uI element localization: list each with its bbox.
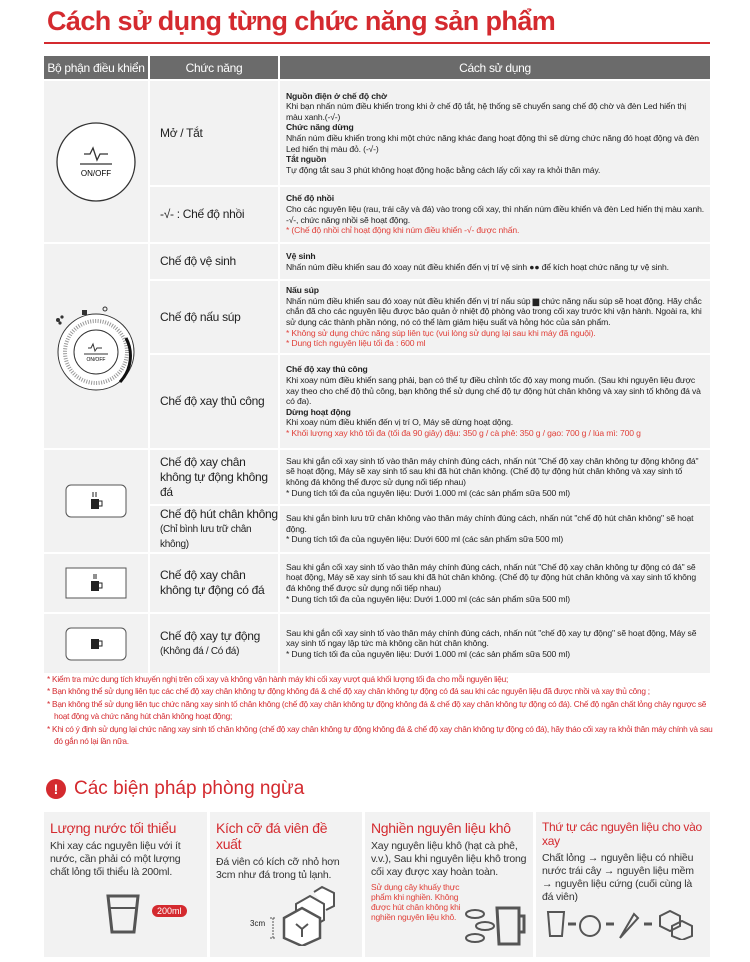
function-label xyxy=(160,568,278,598)
function-label xyxy=(160,310,241,325)
card-warning: Sử dụng cây khuấy thực phẩm khi nghiền. Không được hút chân không khi nghiền nguyên liệu khô. xyxy=(371,882,461,922)
function-name: Chế độ vệ sinh xyxy=(160,254,236,268)
usage-heading: Nấu súp xyxy=(286,285,319,296)
vacuum-no-ice-button[interactable] xyxy=(44,450,148,552)
precautions-heading xyxy=(46,778,304,800)
note-item: * Bạn không thể sử dụng liên tục các chế độ xay chân không tự động không đá & chế độ xay chân không tự động có đá sau khi các nguyên liệu đã được nhồi và xay thủ công ; xyxy=(47,686,650,697)
precautions-title: Các biện pháp phòng ngừa xyxy=(74,778,305,799)
usage-heading: Chế độ nhồi xyxy=(286,193,334,204)
mug-icon xyxy=(65,627,127,661)
usage-cell xyxy=(280,614,710,673)
usage-text: * Dung tích tối đa của nguyên liệu: Dưới 600 ml (các sản phẩm sữa 500 ml) xyxy=(286,534,564,545)
function-cell xyxy=(150,187,278,242)
card-title: Lượng nước tối thiểu xyxy=(50,820,177,836)
function-cell xyxy=(150,450,278,504)
usage-warning: * Dung tích nguyên liệu tối đa : 600 ml xyxy=(286,338,426,349)
rotary-dial xyxy=(44,244,148,448)
function-name: -√- : Chế độ nhồi xyxy=(160,207,245,221)
function-name: Mở / Tắt xyxy=(160,125,203,140)
usage-cell xyxy=(280,187,710,242)
page-title: Cách sử dụng từng chức năng sản phẩm xyxy=(47,6,556,36)
card-title: Thứ tự các nguyên liệu cho vào xay xyxy=(542,820,702,848)
usage-cell xyxy=(280,355,710,448)
usage-warning: * (Chế độ nhồi chỉ hoạt động khi núm điều khiển -√- được nhấn. xyxy=(286,225,520,236)
card-title: Nghiền nguyên liệu khô xyxy=(371,820,511,836)
function-cell xyxy=(150,81,278,185)
svg-text:ON/OFF: ON/OFF xyxy=(86,357,106,363)
card-ingredient-order xyxy=(536,812,710,957)
glass-icon xyxy=(106,894,140,934)
header-function: Chức năng xyxy=(150,56,278,79)
usage-heading: Vệ sinh xyxy=(286,250,316,261)
function-name: Chế độ hút chân không xyxy=(160,506,278,521)
function-name: Chế độ nấu súp xyxy=(160,309,241,324)
mug-ice-icon xyxy=(65,567,127,599)
auto-blend-button[interactable] xyxy=(44,614,148,673)
function-name: Chế độ xay thủ công xyxy=(160,394,265,408)
usage-text: * Dung tích tối đa của nguyên liệu: Dưới 1.000 ml (các sản phẩm sữa 500 ml) xyxy=(286,487,570,498)
usage-heading: Chức năng dừng xyxy=(286,122,354,133)
card-title: Kích cỡ đá viên đề xuất xyxy=(216,820,328,852)
usage-heading: Chế độ xay thủ công xyxy=(286,364,368,375)
function-cell xyxy=(150,506,278,552)
card-text: Xay nguyên liệu khô (hạt cà phê, v.v.), Sau khi nguyên liệu khô trong cối xay được xay hoàn toàn. xyxy=(371,840,527,878)
card-text: Khi xay các nguyên liệu với ít nước, cần phải có một lượng chất lỏng tối thiểu là 200ml. xyxy=(50,840,181,878)
precaution-cards xyxy=(44,812,710,957)
onoff-knob xyxy=(44,81,148,242)
exclamation-icon: ! xyxy=(46,779,66,799)
function-cell xyxy=(150,281,278,353)
function-cell xyxy=(150,355,278,448)
usage-heading: Dừng hoạt động xyxy=(286,406,351,417)
usage-text: * Dung tích tối đa của nguyên liệu: Dưới 1.000 ml (các sản phẩm sữa 500 ml) xyxy=(286,648,570,659)
function-name: Chế độ xay chân không tự động có đá xyxy=(160,568,265,597)
function-label xyxy=(160,126,203,141)
dimension-label: 3cm xyxy=(250,919,266,928)
usage-text: Khi bạn nhấn núm điều khiển trong khi ở chế độ tắt, hệ thống sẽ chuyển sang chế độ chờ và đèn Led hiển thị màu xanh.(-√-) xyxy=(286,101,687,122)
usage-heading: Nguồn điện ở chế độ chờ xyxy=(286,90,387,101)
card-ice-size xyxy=(210,812,362,957)
usage-text: Sau khi gắn cối xay sinh tố vào thân máy chính đúng cách, nhấn nút "Chế độ xay chân không tự động không đá" sẽ hoạt động, Máy sẽ xay sinh tố sau khi đã hút chân không. (Chế độ tự động hút chân không và xay sinh tố không đá không thể được sử dụng nối tiếp nhau) xyxy=(286,455,699,487)
function-label xyxy=(160,455,278,500)
ingredient-order-icon xyxy=(546,908,702,940)
onoff-button-icon xyxy=(54,120,138,204)
card-dry-grinding xyxy=(365,812,533,957)
function-cell xyxy=(150,554,278,612)
rotary-dial-icon xyxy=(50,296,142,396)
usage-text: * Dung tích tối đa của nguyên liệu: Dưới 1.000 ml (các sản phẩm sữa 500 ml) xyxy=(286,593,570,604)
usage-cell xyxy=(280,506,710,552)
volume-badge: 200ml xyxy=(152,905,187,917)
function-cell xyxy=(150,244,278,279)
usage-cell xyxy=(280,450,710,504)
usage-cell xyxy=(280,244,710,279)
function-label xyxy=(160,507,278,552)
title-divider xyxy=(44,42,710,44)
svg-text:ON/OFF: ON/OFF xyxy=(80,168,112,178)
beans-jar-icon xyxy=(463,904,527,948)
header-usage: Cách sử dụng xyxy=(280,56,710,79)
usage-warning: * Không sử dụng chức năng súp liên tục (vui lòng sử dụng lại sau khi máy đã nguội). xyxy=(286,327,596,338)
card-text: Đá viên có kích cỡ nhỏ hơn 3cm như đá trong tủ lạnh. xyxy=(216,856,340,881)
function-label xyxy=(160,254,236,269)
mug-steam-icon xyxy=(65,484,127,518)
function-name: Chế độ xay tự động xyxy=(160,628,261,643)
usage-cell xyxy=(280,281,710,353)
usage-warning: * Khối lượng xay khô tối đa (tối đa 90 giây) đậu: 350 g / cà phê: 350 g / gạo: 700 g / lúa mì: 700 g xyxy=(286,427,641,438)
usage-text: Nhấn núm điều khiển sau đó xoay nút điều khiển đến vị trí nấu súp ▆ chức năng nấu súp sẽ hoạt động. Hãy chắc chắn đã cho các nguyên liệu được bảo quản ở nhiệt độ phòng vào trong cối xay trước khi vận hành. Ngoài ra, khi sử dụng các thành phần nóng, nó có thể làm giảm hiệu suất và hỏng hóc của sản phẩm. xyxy=(286,295,702,327)
header-control: Bộ phận điều khiển xyxy=(44,56,148,79)
usage-cell xyxy=(280,81,710,185)
usage-text: Sau khi gắn bình lưu trữ chân không vào thân máy chính đúng cách, nhấn nút "chế độ hút chân không" sẽ hoạt động. xyxy=(286,513,694,534)
function-label xyxy=(160,207,244,222)
note-item: * Kiểm tra mức dung tích khuyến nghị trên cối xay và không vận hành máy khi cối xay vượt quá khối lượng tối đa cho mỗi nguyên liệu; xyxy=(47,674,509,684)
usage-text: Sau khi gắn cối xay sinh tố vào thân máy chính đúng cách, nhấn nút "Chế độ xay chân không tự động có đá" sẽ hoạt động, Máy sẽ xay sinh tố sau khi đã hút chân không. (Chế độ tự động hút chân không và xay sinh tố không đá không thể được sử dụng nối tiếp nhau) xyxy=(286,561,696,593)
card-min-water xyxy=(44,812,207,957)
usage-text: Cho các nguyên liệu (rau, trái cây và đá) vào trong cối xay, thì nhấn núm điều khiển và đèn Led hiển thị màu xanh. -√-, chức năng nhồi sẽ hoạt động. xyxy=(286,203,704,225)
note-item: * Bạn không thể sử dụng liên tục chức năng xay sinh tố chân không (chế độ xay chân không tự động không đá & chế độ xay chân không tự động có đá). Chế độ ngăn chất lỏng chảy ngược sẽ hoạt động và chức năng hút chân không hoạt động; xyxy=(47,698,707,722)
usage-heading: Tắt nguồn xyxy=(286,154,327,165)
usage-text: Khi xoay núm điều khiển đến vị trí O, Máy sẽ dừng hoạt dộng. xyxy=(286,417,514,428)
usage-text: Nhấn núm điều khiển trong khi một chức năng khác đang hoạt động thì sẽ dừng chức năng đó hoạt động và đèn Led hiển thị màu đỏ. (-√-) xyxy=(286,133,699,154)
note-item: * Khi có ý định sử dụng lại chức năng xay sinh tố chân không (chế độ xay chân không tự động không đá & chế độ xay chân không tự động có đá), hãy tháo cối xay ra khỏi thân máy chính và sau đó gắn nó lại lần nữa. xyxy=(47,723,713,747)
function-table xyxy=(44,56,710,673)
usage-text: Tự động tắt sau 3 phút không hoạt động hoặc bằng cách lấy cối xay ra khỏi thân máy. xyxy=(286,164,601,175)
function-cell xyxy=(150,614,278,673)
usage-text: Sau khi gắn cối xay sinh tố vào thân máy chính đúng cách, nhấn nút "chế độ xay tự động" sẽ hoạt động, Máy sẽ xay sinh tố ngay lập tức mà không cần hút chân không. xyxy=(286,627,697,649)
function-label xyxy=(160,394,264,409)
function-subtitle: (Chỉ bình lưu trữ chân không) xyxy=(160,523,252,550)
usage-text: Nhấn núm điều khiển sau đó xoay nút điều khiển đến vị trí vệ sinh ●● để kích hoạt chức năng tự vệ sinh. xyxy=(286,261,669,272)
function-label xyxy=(160,629,260,659)
ice-cube-icon xyxy=(268,884,338,946)
card-text: Chất lỏng → nguyên liệu có nhiều nước trái cây → nguyên liệu mềm → nguyên liệu cứng (cuối cùng là đá viên) xyxy=(542,852,694,903)
usage-text: Khi xoay núm điều khiển sang phải, bạn có thể tự điều chỉnh tốc độ xay mong muốn. (Sau khi nguyên liệu được xay theo cho chế độ thủ công, bạn không thể sử dụng chế độ tự động hút chân không và xay sinh tố không đá và có đa). xyxy=(286,375,701,407)
function-subtitle: (Không đá / Có đá) xyxy=(160,645,240,657)
notes xyxy=(46,673,716,747)
function-name: Chế độ xay chân không tự động không đá xyxy=(160,454,268,499)
usage-cell xyxy=(280,554,710,612)
vacuum-ice-button[interactable] xyxy=(44,554,148,612)
